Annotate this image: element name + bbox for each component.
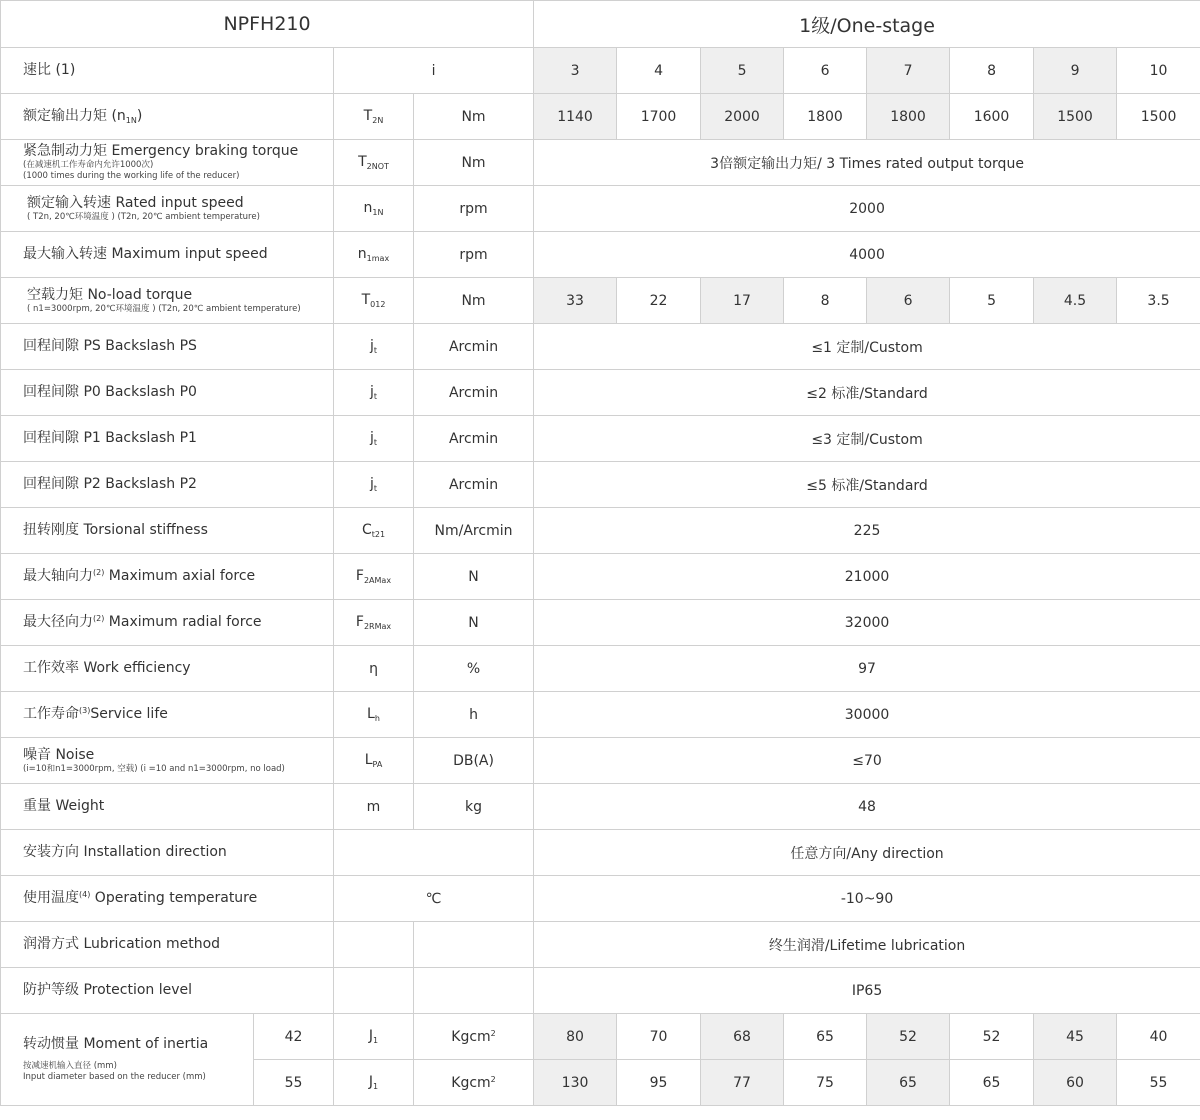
noload-value: 8 [784,278,867,324]
radial-row [1,600,1200,646]
backlash-symbol: $j_t$ [334,370,414,416]
axial-symbol: $F_{2AMax}$ [334,554,414,600]
noload-value: 33 [534,278,617,324]
inertia-value: 65 [950,1060,1034,1106]
emergency-symbol: $T_{2NOT}$ [334,140,414,186]
emergency-label: 紧急制动力矩 Emergency braking torque (在减速机工作寿命内允许1000次) (1000 times during the working life of the reducer) [1,140,334,186]
weight-symbol: m [334,784,414,830]
ratio-value: 10 [1117,48,1200,94]
stiffness-value: 225 [534,508,1200,554]
life-label: 工作寿命$^{(3)}$Service life [1,692,334,738]
inertia-value: 52 [867,1014,950,1060]
inertia-value: 70 [617,1014,701,1060]
backlash-row [1,462,1200,508]
life-unit: h [414,692,534,738]
max-speed-unit: rpm [414,232,534,278]
backlash-value: ≤1 定制/Custom [534,324,1200,370]
emergency-unit: Nm [414,140,534,186]
stage-label: 1级/One-stage [534,1,1200,48]
inertia-value: 65 [867,1060,950,1106]
stiffness-unit: Nm/Arcmin [414,508,534,554]
inertia-value: 60 [1034,1060,1117,1106]
noload-unit: Nm [414,278,534,324]
inertia-symbol: $J_1$ [334,1014,414,1060]
ratio-label: 速比 (1) [1,48,334,94]
temperature-unit: ℃ [334,876,534,922]
backlash-unit: Arcmin [414,416,534,462]
noise-value: ≤70 [534,738,1200,784]
backlash-value: ≤2 标准/Standard [534,370,1200,416]
efficiency-symbol: η [334,646,414,692]
rated-speed-label: 额定输入转速 Rated input speed ( T2n, 20℃环境温度 ) (T2n, 20℃ ambient temperature) [1,186,334,232]
efficiency-label: 工作效率 Work efficiency [1,646,334,692]
axial-unit: N [414,554,534,600]
protection-label: 防护等级 Protection level [1,968,334,1014]
model-name: NPFH210 [1,1,534,48]
noise-label: 噪音 Noise (i=10和n1=3000rpm, 空载) (i =10 and n1=3000rpm, no load) [1,738,334,784]
life-row [1,692,1200,738]
temperature-row [1,876,1200,922]
rated-torque-value: 1500 [1117,94,1200,140]
backlash-value: ≤5 标准/Standard [534,462,1200,508]
efficiency-unit: % [414,646,534,692]
protection-row [1,968,1200,1014]
backlash-row [1,370,1200,416]
stiffness-row [1,508,1200,554]
rated-speed-symbol: $n_{1N}$ [334,186,414,232]
install-label: 安装方向 Installation direction [1,830,334,876]
backlash-row [1,416,1200,462]
ratio-value: 3 [534,48,617,94]
lubrication-label: 润滑方式 Lubrication method [1,922,334,968]
efficiency-value: 97 [534,646,1200,692]
ratio-value: 7 [867,48,950,94]
noload-symbol: $T_{012}$ [334,278,414,324]
stiffness-symbol: $C_{t21}$ [334,508,414,554]
inertia-value: 52 [950,1014,1034,1060]
temperature-value: -10~90 [534,876,1200,922]
radial-label: 最大径向力$^{(2)}$ Maximum radial force [1,600,334,646]
backlash-label: 回程间隙 P0 Backslash P0 [1,370,334,416]
ratio-value: 8 [950,48,1034,94]
inertia-diameter: 42 [254,1014,334,1060]
inertia-value: 68 [701,1014,784,1060]
lubrication-unit-empty [414,922,534,968]
ratio-value: 5 [701,48,784,94]
stiffness-label: 扭转刚度 Torsional stiffness [1,508,334,554]
noload-value: 17 [701,278,784,324]
weight-label: 重量 Weight [1,784,334,830]
noload-label: 空载力矩 No-load torque ( n1=3000rpm, 20℃环境温度 ) (T2n, 20℃ ambient temperature) [1,278,334,324]
weight-row [1,784,1200,830]
radial-unit: N [414,600,534,646]
rated-torque-value: 1800 [784,94,867,140]
rated-torque-unit: Nm [414,94,534,140]
rated-torque-value: 1500 [1034,94,1117,140]
inertia-symbol: $J_1$ [334,1060,414,1106]
inertia-value: 55 [1117,1060,1200,1106]
ratio-value: 4 [617,48,701,94]
inertia-value: 130 [534,1060,617,1106]
noload-row [1,278,1200,324]
inertia-value: 45 [1034,1014,1117,1060]
inertia-value: 40 [1117,1014,1200,1060]
radial-symbol: $F_{2RMax}$ [334,600,414,646]
protection-value: IP65 [534,968,1200,1014]
axial-label: 最大轴向力$^{(2)}$ Maximum axial force [1,554,334,600]
noise-unit: DB(A) [414,738,534,784]
weight-value: 48 [534,784,1200,830]
ratio-value: 6 [784,48,867,94]
install-row [1,830,1200,876]
inertia-label: 转动惯量 Moment of inertia 按减速机输入直径 (mm) Input diameter based on the reducer (mm) [1,1014,254,1106]
weight-unit: kg [414,784,534,830]
emergency-value: 3倍额定输出力矩/ 3 Times rated output torque [534,140,1200,186]
rated-torque-label: 额定输出力矩 $(n_{1N})$ [1,94,334,140]
backlash-label: 回程间隙 P2 Backslash P2 [1,462,334,508]
header-row [1,1,1200,48]
backlash-symbol: $j_t$ [334,324,414,370]
ratio-value: 9 [1034,48,1117,94]
max-speed-value: 4000 [534,232,1200,278]
inertia-unit: Kgcm$^2$ [414,1014,534,1060]
noload-value: 3.5 [1117,278,1200,324]
life-symbol: $L_h$ [334,692,414,738]
inertia-value: 80 [534,1014,617,1060]
backlash-row [1,324,1200,370]
backlash-unit: Arcmin [414,462,534,508]
backlash-symbol: $j_t$ [334,416,414,462]
axial-row [1,554,1200,600]
rated-speed-row [1,186,1200,232]
protection-symbol-empty [334,968,414,1014]
inertia-value: 77 [701,1060,784,1106]
inertia-diameter: 55 [254,1060,334,1106]
noise-row [1,738,1200,784]
inertia-value: 75 [784,1060,867,1106]
radial-value: 32000 [534,600,1200,646]
noload-value: 22 [617,278,701,324]
emergency-row [1,140,1200,186]
ratio-row [1,48,1200,94]
rated-torque-value: 1140 [534,94,617,140]
backlash-unit: Arcmin [414,370,534,416]
rated-torque-value: 1800 [867,94,950,140]
axial-value: 21000 [534,554,1200,600]
rated-torque-symbol: $T_{2N}$ [334,94,414,140]
inertia-row [1,1014,1200,1060]
rated-torque-value: 1700 [617,94,701,140]
max-speed-label: 最大输入转速 Maximum input speed [1,232,334,278]
backlash-unit: Arcmin [414,324,534,370]
max-speed-symbol: $n_{1max}$ [334,232,414,278]
backlash-label: 回程间隙 P1 Backslash P1 [1,416,334,462]
install-unit-empty [334,830,534,876]
life-value: 30000 [534,692,1200,738]
lubrication-value: 终生润滑/Lifetime lubrication [534,922,1200,968]
noload-value: 6 [867,278,950,324]
rated-torque-value: 1600 [950,94,1034,140]
inertia-value: 95 [617,1060,701,1106]
lubrication-row [1,922,1200,968]
efficiency-row [1,646,1200,692]
noise-symbol: $L_{PA}$ [334,738,414,784]
inertia-value: 65 [784,1014,867,1060]
ratio-symbol: i [334,48,534,94]
temperature-label: 使用温度$^{(4)}$ Operating temperature [1,876,334,922]
noload-value: 5 [950,278,1034,324]
rated-speed-value: 2000 [534,186,1200,232]
rated-torque-value: 2000 [701,94,784,140]
max-speed-row [1,232,1200,278]
rated-speed-unit: rpm [414,186,534,232]
backlash-value: ≤3 定制/Custom [534,416,1200,462]
inertia-unit: Kgcm$^2$ [414,1060,534,1106]
backlash-label: 回程间隙 PS Backslash PS [1,324,334,370]
backlash-symbol: $j_t$ [334,462,414,508]
install-value: 任意方向/Any direction [534,830,1200,876]
protection-unit-empty [414,968,534,1014]
rated-torque-row [1,94,1200,140]
noload-value: 4.5 [1034,278,1117,324]
lubrication-symbol-empty [334,922,414,968]
